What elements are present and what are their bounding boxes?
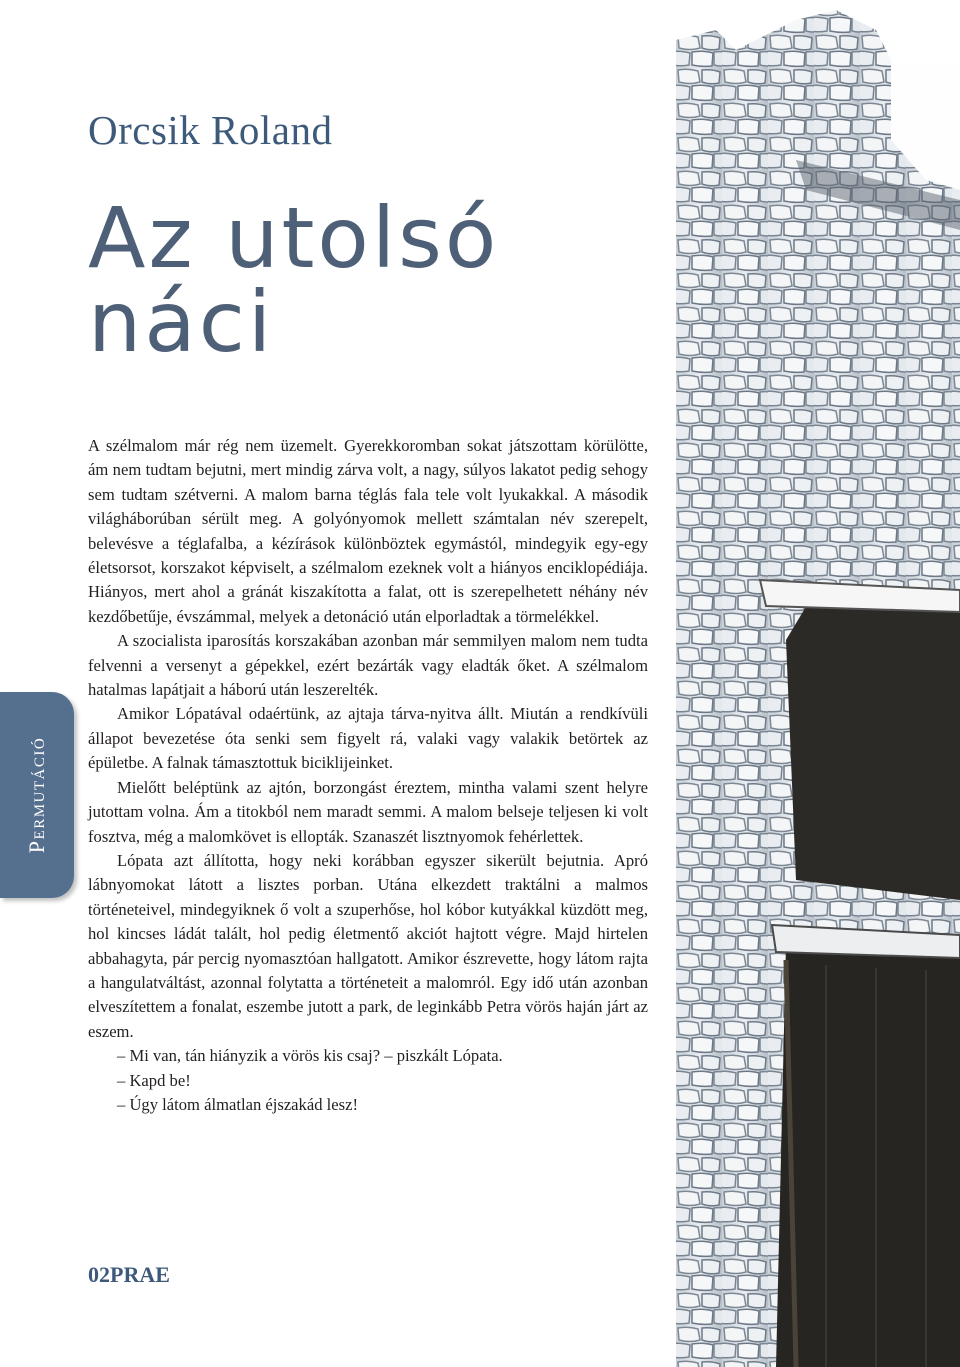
paragraph: A szélmalom már rég nem üzemelt. Gyerekkoromban sokat játszottam körülötte, ám nem tudtam bejutni, mert mindig zárva volt, a nagy, súlyos lakatot pedig sehogy sem tudtam szétverni. A malom barna téglás fala tele volt lyukakkal. A második világháborúban sérült meg. A golyónyomok mellett számtalan név szerepelt, belevésve a téglafalba, a kézírások különböztek egymástól, mindegyik egy-egy életsorsot, korszakot képviselt, a szélmalom ezeknek volt a hiányos enciklopédiája. Hiányos, mert ahol a gránát kiszakította a falat, ott is szerepelhetett néhány név kezdőbetűje, évszámmal, melyek a detonáció után elporladtak a törmelékkel. — [88, 436, 648, 626]
paragraph: A szocialista iparosítás korszakában azonban már semmilyen malom nem tudta felvenni a versenyt a gépekkel, ezért bezárták vagy eladták őket. A szélmalom hatalmas lapátjait a háború után leszerelték. — [88, 631, 648, 700]
title-line-1: Az utolsó — [88, 189, 500, 287]
footer-logo: 02PRAE — [88, 1262, 170, 1287]
title-line-2: náci — [88, 273, 275, 371]
author-name: Orcsik Roland — [88, 107, 333, 153]
dialog-line: – Mi van, tán hiányzik a vörös kis csaj? – piszkált Lópata. — [117, 1046, 503, 1066]
paragraph: Lópata azt állította, hogy neki korábban egyszer sikerült bejutnia. Apró lábnyomokat látott a lisztes porban. Utána elkezdett traktálni a malmos történeteivel, mindegyiknek ő volt a szuperhőse, hol kóbor kutyákkal küzdött meg, hol kincses ládát talált, hol pedig életmentő akciót hajtott végre. Majd hirtelen abbahagyta, pár percig nyomasztóan hallgatott. Amikor észrevette, hogy látom rajta a hangulatváltást, azonnal folytatta a történeteit a malomról. Egy idő után azonban elveszítettem a fonalat, eszembe jutott a park, de leginkább Petra vörös haján járt az eszem. — [88, 850, 648, 1041]
paragraph: Amikor Lópatával odaértünk, az ajtaja tárva-nyitva állt. Miután a rendkívüli állapot bevezetése óta senki sem figyelt rá, valaki vagy valakik betörtek az épületbe. A falnak támasztottuk biciklijeinket. — [88, 704, 648, 773]
article-body — [88, 434, 648, 1117]
paragraph: Mielőtt beléptünk az ajtón, borzongást éreztem, mintha valami szent helyre jutottam volna. Ám a titokból nem maradt semmi. A malom belseje teljesen ki volt fosztva, még a malomkövet is ellopták. Szanaszét lisztnyomok fehérlettek. — [88, 777, 648, 846]
page-title — [88, 189, 648, 371]
section-tab-label: Permutáció — [24, 736, 49, 854]
section-tab — [0, 692, 74, 898]
stone-wall-photo — [676, 0, 960, 1367]
dialog-line: – Kapd be! — [117, 1070, 191, 1090]
dialog-line: – Úgy látom álmatlan éjszakád lesz! — [117, 1094, 358, 1114]
